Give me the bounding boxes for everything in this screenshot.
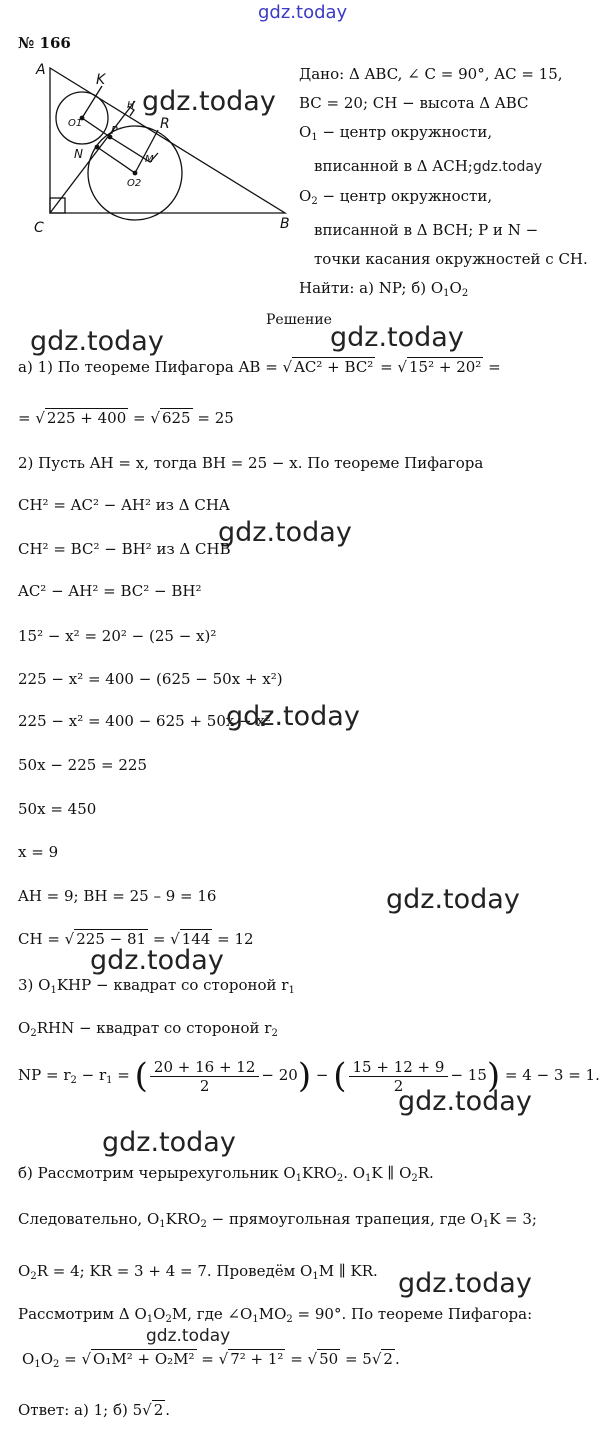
solution-line-7: 15² − x² = 20² − (25 − x)² (18, 627, 217, 645)
solution-line-22: $O_1O_2$ = √ O₁M² + O₂M² = √ 7² + 1² = √ 50 = 5√ 2 . (22, 1350, 400, 1370)
watermark-mid-2: gdz.today (226, 701, 360, 732)
given-line-4: вписанной в Δ ACH;gdz.today (314, 157, 543, 175)
label-h: H (127, 100, 135, 111)
triangle-figure (30, 58, 292, 238)
problem-number: № 166 (18, 34, 71, 52)
solution-line-3: 2) Пусть AH = x, тогда BH = 25 − x. По теореме Пифагора (18, 454, 484, 472)
watermark-mid-1: gdz.today (218, 517, 352, 548)
solution-line-2: = √ 225 + 400 = √ 625 = 25 (18, 409, 234, 427)
solution-line-21: Рассмотрим Δ $O_1O_2M$, где $\angle O_1MO_2 = 90^\circ$. По теореме Пифагора: (18, 1305, 533, 1325)
fraction-1: $\frac{20 + 16 + 12}{2}$ (150, 1058, 259, 1095)
point-n (95, 145, 100, 150)
watermark-left-1: gdz.today (30, 326, 164, 357)
solution-line-16: $O_2RHN$ − квадрат со стороной $r_2$ (18, 1019, 278, 1039)
watermark-right-2: gdz.today (386, 884, 520, 915)
solution-line-11: 50x = 450 (18, 800, 97, 818)
solution-line-4: CH² = AC² − AH² из Δ CHA (18, 496, 230, 514)
height-ch (50, 101, 135, 213)
solution-line-9: 225 − x² = 400 − 625 + 50x − x² (18, 712, 271, 730)
solution-line-18: б) Рассмотрим черырехугольник $O_1KRO_2$. $O_1K$ ∥ $O_2R$. (18, 1164, 434, 1184)
label-o2: O2 (127, 178, 142, 189)
label-k: K (96, 72, 106, 88)
given-line-3: $O_1$ − центр окружности, (299, 123, 493, 143)
solution-line-12: x = 9 (18, 843, 59, 861)
given-line-6: вписанной в Δ BCH; P и N − (314, 221, 539, 239)
watermark-small: gdz.today (146, 1326, 231, 1346)
given-line-2: BC = 20; CH − высота Δ ABC (299, 94, 529, 112)
label-a: A (36, 62, 46, 78)
solution-line-8: 225 − x² = 400 − (625 − 50x + x²) (18, 670, 283, 688)
point-o2 (133, 171, 138, 176)
label-b: B (280, 216, 290, 232)
solution-line-17: NP = $r_2 - r_1$ = ( $\frac{20 + 16 + 12}{2}$ − 20) − ( $\frac{15 + 12 + 9}{2}$ − 15) = 4 − 3 = 1. (18, 1056, 600, 1096)
solution-line-5: CH² = BC² − BH² из Δ CHB (18, 540, 231, 558)
solution-line-20: $O_2R = 4$; KR = 3 + 4 = 7. Проведём $O_1M$ ∥ KR. (18, 1262, 378, 1282)
watermark-right-1: gdz.today (330, 322, 464, 353)
watermark-left-2: gdz.today (90, 945, 224, 976)
fraction-2: $\frac{15 + 12 + 9}{2}$ (349, 1058, 449, 1095)
watermark-right-4: gdz.today (398, 1268, 532, 1299)
solution-heading: Решение (266, 312, 332, 328)
label-o1: O1 (68, 118, 83, 129)
watermark-right-3: gdz.today (398, 1086, 532, 1117)
watermark-left-3: gdz.today (102, 1127, 236, 1158)
label-p: P (111, 124, 118, 137)
watermark-top: gdz.today (258, 2, 348, 23)
solution-line-1: а) 1) По теореме Пифагора AB = √ AC² + BC² = √ 15² + 20² = (18, 358, 501, 376)
given-line-8: Найти: а) NP; б) $O_1O_2$ (299, 279, 469, 299)
label-n: N (74, 147, 83, 161)
solution-line-10: 50x − 225 = 225 (18, 756, 148, 774)
given-line-1: Дано: Δ ABC, ∠ C = 90°, AC = 15, (299, 65, 563, 83)
label-c: C (34, 220, 44, 236)
watermark-figure: gdz.today (142, 86, 276, 117)
solution-line-15: 3) $O_1KHP$ − квадрат со стороной $r_1$ (18, 976, 295, 996)
solution-line-19: Следовательно, $O_1KRO_2$ − прямоугольная трапеция, где $O_1K = 3$; (18, 1210, 537, 1230)
solution-line-6: AC² − AH² = BC² − BH² (18, 582, 202, 600)
given-block (299, 60, 588, 308)
solution-line-14: CH = √ 225 − 81 = √ 144 = 12 (18, 930, 254, 948)
answer-line: Ответ: а) 1; б) 5√ 2 . (18, 1401, 171, 1419)
solution-line-13: AH = 9; BH = 25 – 9 = 16 (18, 887, 217, 905)
given-line-5: $O_2$ − центр окружности, (299, 187, 493, 207)
label-r: R (160, 116, 170, 132)
label-m: M (145, 154, 154, 165)
given-line-7: точки касания окружностей с CH. (314, 250, 588, 268)
